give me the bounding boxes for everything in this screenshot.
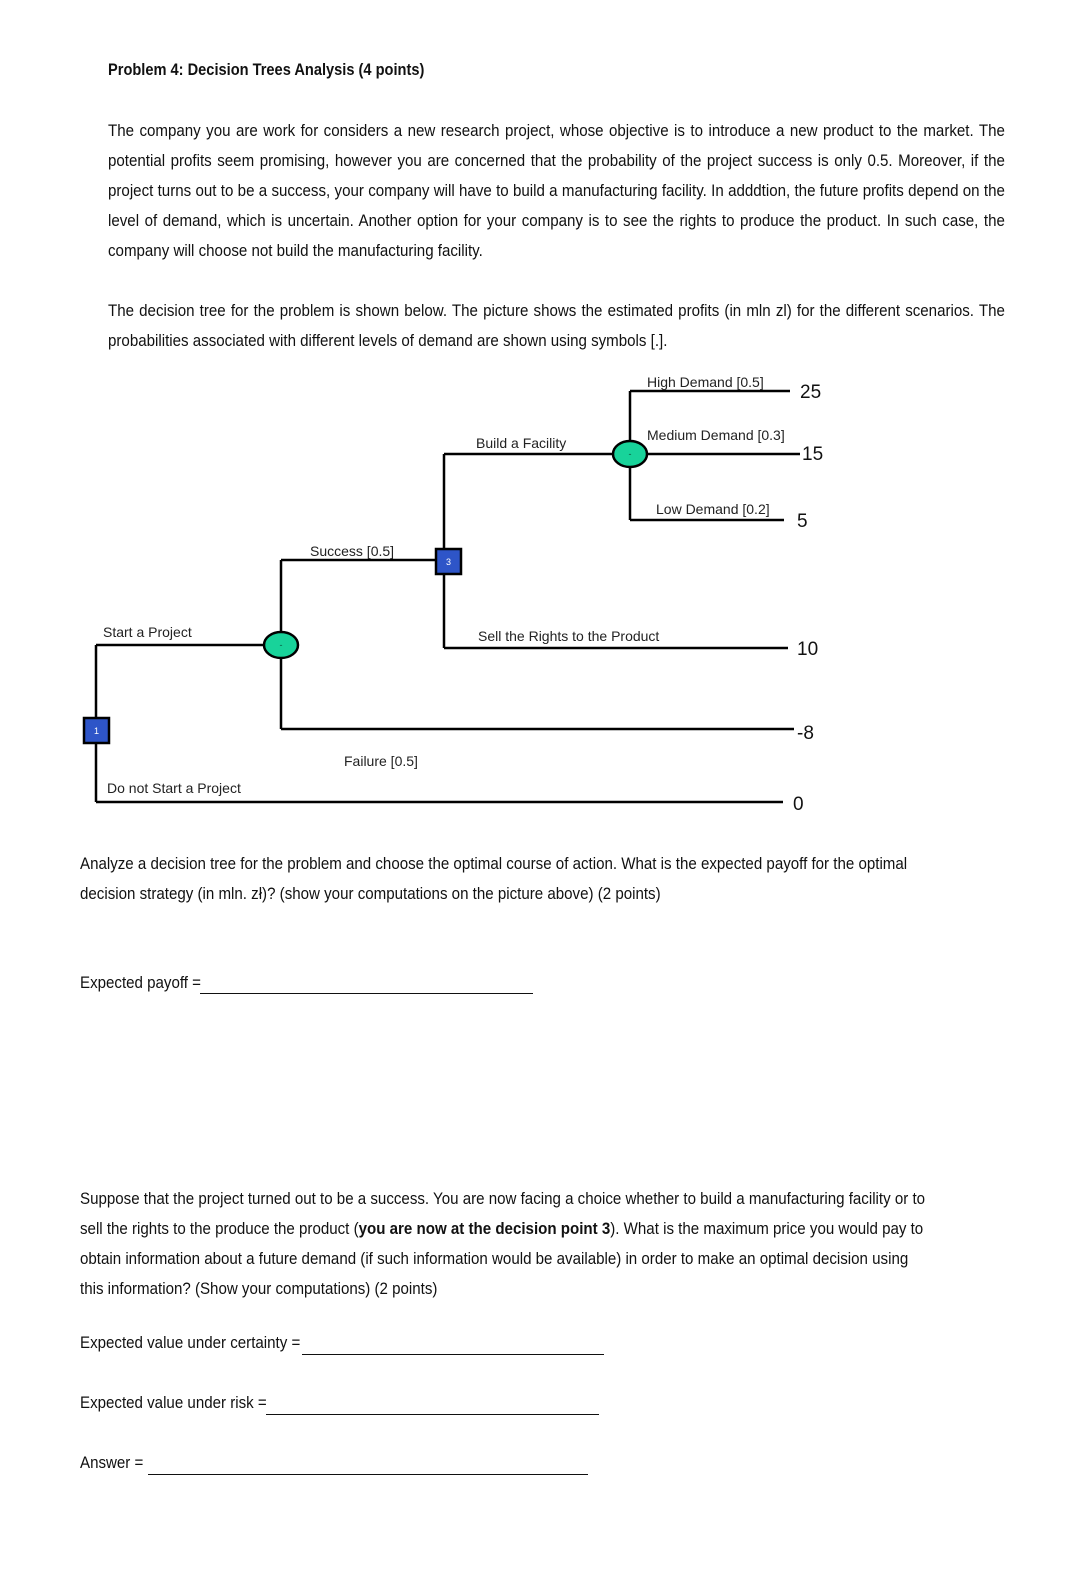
label-low-demand: Low Demand [0.2] [656, 501, 770, 517]
payoff-no-project: 0 [793, 794, 804, 815]
label-high-demand: High Demand [0.5] [647, 374, 764, 390]
chance-node-demand-label: - [628, 449, 632, 459]
expected-payoff-label: Expected payoff = [80, 973, 202, 992]
risk-label: Expected value under risk = [80, 1393, 267, 1412]
decision-node-3-label: 3 [445, 557, 452, 567]
question-2-text-a: Suppose that the project turned out to be a success. You are now facing a choice whether to build a manufacturing facility or to sell the rights to the produce the product ( [80, 1189, 926, 1238]
chance-node-success-label: - [279, 640, 283, 650]
payoff-failure: -8 [797, 723, 814, 744]
label-success: Success [0.5] [310, 543, 395, 559]
label-failure: Failure [0.5] [344, 753, 418, 769]
question-1: Analyze a decision tree for the problem and choose the optimal course of action. What is the expected payoff for the optimal decision strategy (in mln. zł)? (show your computations on the picture above) (2 points) [80, 854, 908, 903]
question-2-text-b: ). What is the maximum price you would pay to obtain information about a future demand (if such information would be available) in order to make an optimal decision using this information? (Show your computations) (2 points) [80, 1219, 924, 1298]
payoff-sell: 10 [797, 639, 819, 660]
certainty-label: Expected value under certainty = [80, 1333, 301, 1352]
payoff-low: 5 [797, 511, 808, 532]
decision-node-1-label: 1 [93, 726, 100, 736]
question-2-emphasis: you are now at the decision point 3 [358, 1219, 611, 1238]
answer-label: Answer = [80, 1453, 144, 1472]
problem-title: Problem 4: Decision Trees Analysis (4 points) [108, 60, 425, 79]
certainty-blank[interactable] [302, 1354, 604, 1355]
payoff-medium: 15 [802, 444, 824, 465]
question-2 [80, 1184, 932, 1304]
answer-blank[interactable] [148, 1474, 588, 1475]
tree-description-paragraph: The decision tree for the problem is shown below. The picture shows the estimated profits (in mln zl) for the different scenarios. The probabilities associated with different levels of demand are shown using symbols [.]. [108, 301, 1005, 350]
payoff-high: 25 [800, 382, 822, 403]
label-start-project: Start a Project [103, 624, 192, 640]
label-no-project: Do not Start a Project [107, 780, 241, 796]
risk-blank[interactable] [266, 1414, 599, 1415]
expected-payoff-blank[interactable] [200, 993, 533, 994]
label-sell-rights: Sell the Rights to the Product [478, 628, 660, 644]
label-medium-demand: Medium Demand [0.3] [647, 427, 785, 443]
intro-paragraph: The company you are work for considers a new research project, whose objective is to introduce a new product to the market. The potential profits seem promising, however you are concerned that the probability of the project success is only 0.5. Moreover, if the project turns out to be a success, your company will have to build a manufacturing facility. In adddtion, the future profits depend on the level of demand, which is uncertain. Another option for your company is to see the rights to produce the product. In such case, the company will choose not build the manufacturing facility. [108, 121, 1005, 260]
label-build-facility: Build a Facility [476, 435, 567, 451]
